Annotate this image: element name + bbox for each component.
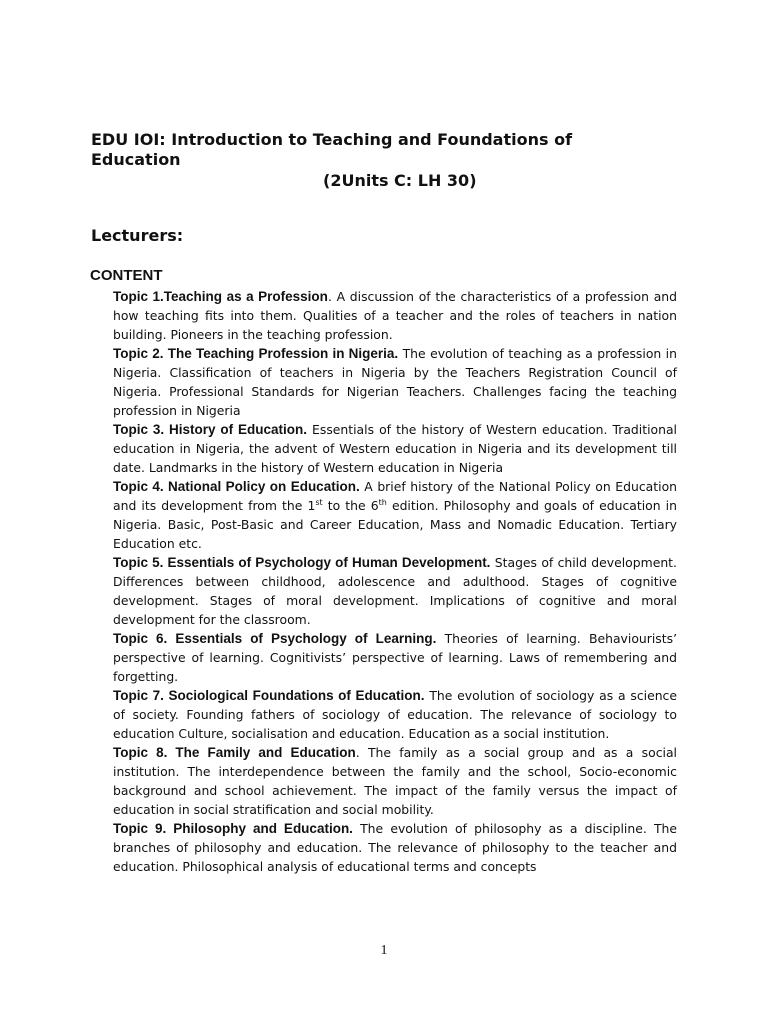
- ordinal-suffix: st: [315, 497, 323, 507]
- topic-description: The evolution of philosophy as a discipline. The branches of philosophy and education. The relevance of philosophy to the teacher and education. Philosophical analysis of educational terms and concepts: [113, 821, 677, 874]
- topic-heading: Topic 6. Essentials of Psychology of Learning.: [113, 631, 437, 646]
- topic-8: [113, 743, 677, 819]
- topic-description: The evolution of sociology as a science of society. Founding fathers of sociology of education. The relevance of sociology to education Culture, socialisation and education. Education as a social institution.: [113, 688, 677, 741]
- topic-description: A brief history of the National Policy on Education and its development from the 1: [113, 479, 677, 513]
- topic-description: Essentials of the history of Western education. Traditional education in Nigeria, the advent of Western education in Nigeria and its development till date. Landmarks in the history of Western education in Nigeria: [113, 422, 678, 475]
- topic-heading: Topic 7. Sociological Foundations of Education.: [113, 688, 425, 703]
- topic-9: [113, 819, 677, 876]
- topic-heading: Topic 2. The Teaching Profession in Nigeria.: [113, 346, 399, 361]
- topic-description: Stages of child development. Differences between childhood, adolescence and adulthood. Stages of cognitive development. Stages of moral development. Implications of cognitive and moral development for the classroom.: [113, 555, 677, 627]
- topic-description: The evolution of teaching as a profession in Nigeria. Classification of teachers in Nigeria by the Teachers Registration Council of Nigeria. Professional Standards for Nigerian Teachers. Challenges facing the teaching profession in Nigeria: [113, 346, 677, 418]
- course-title: EDU IOI: Introduction to Teaching and Foundations of Education: [91, 130, 573, 169]
- topic-list: [113, 287, 677, 876]
- topic-heading: Topic 3. History of Education.: [113, 422, 307, 437]
- topic-4: [113, 477, 677, 553]
- topic-5: [113, 553, 677, 629]
- topic-description: Theories of learning. Behaviourists’ perspective of learning. Cognitivists’ perspective of learning. Laws of remembering and forgetting.: [113, 631, 678, 684]
- lecturers-label: Lecturers:: [91, 226, 184, 245]
- course-units: (2Units C: LH 30): [323, 171, 477, 190]
- topic-6: [113, 629, 677, 686]
- content-heading: CONTENT: [90, 267, 163, 284]
- topic-heading: Topic 1.Teaching as a Profession: [113, 289, 328, 304]
- topic-2: [113, 344, 677, 420]
- topic-1: [113, 287, 677, 344]
- topic-description: to the 6: [322, 498, 379, 513]
- topic-7: [113, 686, 677, 743]
- topic-description: . A discussion of the characteristics of a profession and how teaching fits into them. Qualities of a teacher and the roles of teachers in nation building. Pioneers in the teaching profession.: [113, 289, 678, 342]
- topic-description: . The family as a social group and as a social institution. The interdependence between the family and the school, Socio-economic background and school achievement. The impact of the family versus the impact of education in social stratification and social mobility.: [113, 745, 677, 817]
- topic-heading: Topic 9. Philosophy and Education.: [113, 821, 353, 836]
- page-number: 1: [380, 943, 388, 958]
- topic-heading: Topic 4. National Policy on Education.: [113, 479, 360, 494]
- ordinal-suffix: th: [378, 497, 387, 507]
- topic-3: [113, 420, 677, 477]
- topic-heading: Topic 8. The Family and Education: [113, 745, 356, 760]
- topic-description: edition. Philosophy and goals of education in Nigeria. Basic, Post-Basic and Career Education, Mass and Nomadic Education. Tertiary Education etc.: [113, 498, 677, 551]
- topic-heading: Topic 5. Essentials of Psychology of Human Development.: [113, 555, 491, 570]
